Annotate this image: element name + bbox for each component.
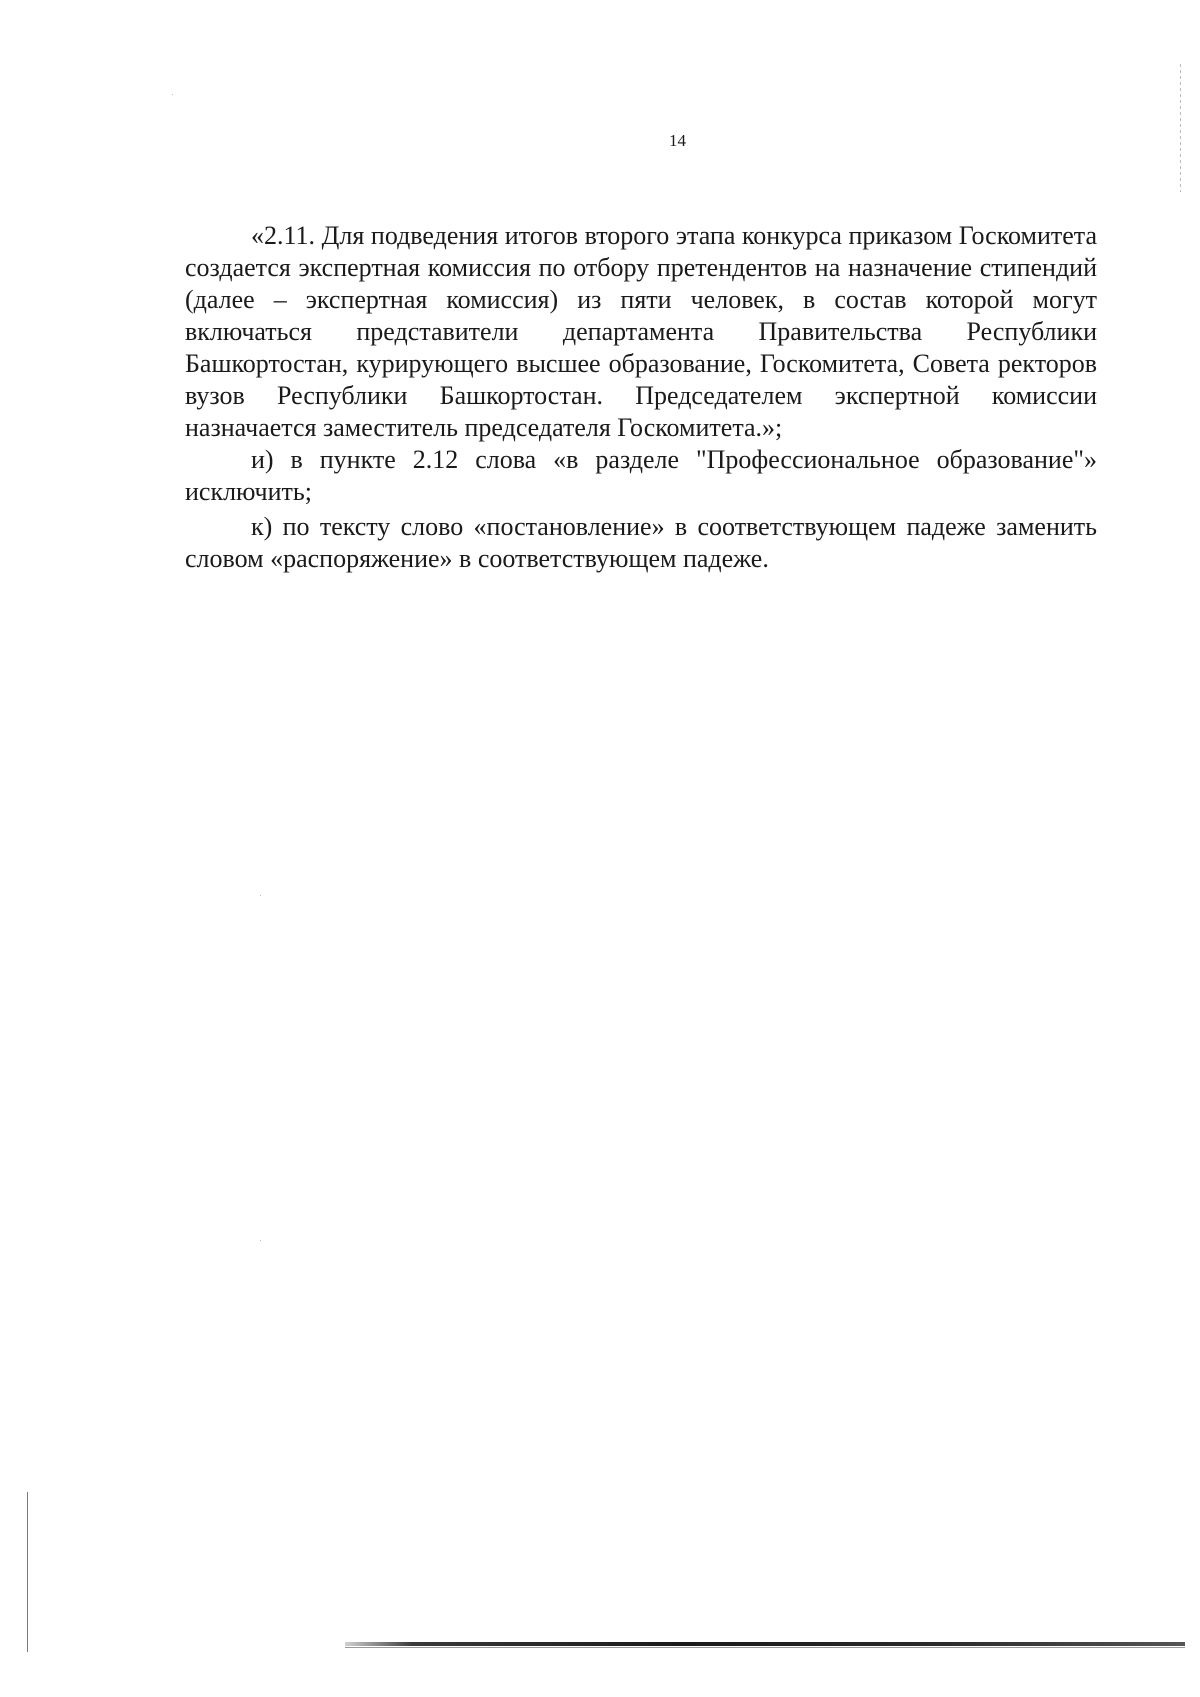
scan-dust: [172, 94, 173, 95]
document-body: [185, 220, 1097, 575]
scan-dust: [260, 895, 261, 896]
paragraph-item-i: и) в пункте 2.12 слова «в разделе "Профессиональное образование"» исключить;: [185, 445, 1097, 506]
paragraph-item-k: к) по тексту слово «постановление» в соответствующем падеже заменить словом «распоряжение» в соответствующем падеже.: [185, 512, 1097, 573]
scan-edge-bottom-thin: [345, 1647, 1185, 1648]
scan-dust: [260, 1240, 261, 1241]
page-number: 14: [669, 131, 686, 150]
scan-edge-right: [1180, 64, 1181, 192]
scan-edge-bottom: [345, 1642, 1185, 1646]
scan-edge-left: [27, 1492, 28, 1652]
paragraph-2-11: «2.11. Для подведения итогов второго этапа конкурса приказом Госкомитета создается экспертная комиссия по отбору претендентов на назначение стипендий (далее – экспертная комиссия) из пяти человек, в состав которой могут включаться представители департамента Правительства Республики Башкортостан, курирующего высшее образование, Госкомитета, Совета ректоров вузов Республики Башкортостан. Председателем экспертной комиссии назначается заместитель председателя Госкомитета.»;: [185, 221, 1097, 442]
